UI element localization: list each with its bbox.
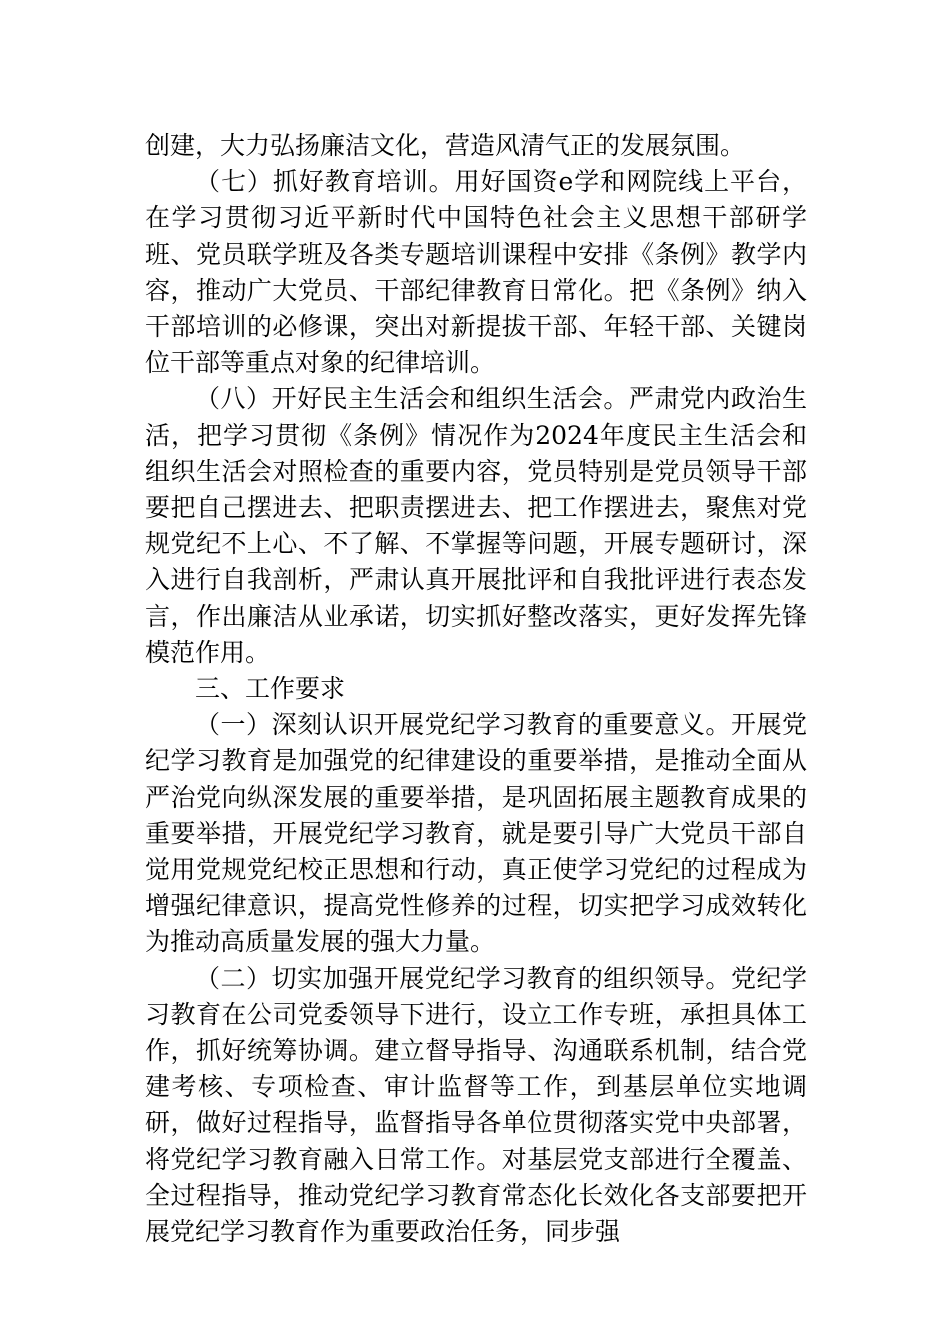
paragraph-education-training: （七）抓好教育培训。用好国资e学和网院线上平台，在学习贯彻习近平新时代中国特色社会主义思想干部研学班、党员联学班及各类专题培训课程中安排《条例》教学内容，推动广大党员、干部纪律教育日常化。把《条例》纳入干部培训的必修课，突出对新提拔干部、年轻干部、关键岗位干部等重点对象的纪律培训。 [145,167,807,378]
document-body [145,128,807,1250]
paragraph-life-meetings: （八）开好民主生活会和组织生活会。严肃党内政治生活，把学习贯彻《条例》情况作为2024年度民主生活会和组织生活会对照检查的重要内容，党员特别是党员领导干部要把自己摆进去、把职责摆进去、把工作摆进去，聚焦对党规党纪不上心、不了解、不掌握等问题，开展专题研讨，深入进行自我剖析，严肃认真开展批评和自我批评进行表态发言，作出廉洁从业承诺，切实抓好整改落实，更好发挥先锋模范作用。 [145,384,807,667]
paragraph-importance: （一）深刻认识开展党纪学习教育的重要意义。开展党纪学习教育是加强党的纪律建设的重要举措，是推动全面从严治党向纵深发展的重要举措，是巩固拓展主题教育成果的重要举措，开展党纪学习教育，就是要引导广大党员干部自觉用党规党纪校正思想和行动，真正使学习党纪的过程成为增强纪律意识，提高党性修养的过程，切实把学习成效转化为推动高质量发展的强大力量。 [145,710,807,957]
paragraph-continuation: 创建，大力弘扬廉洁文化，营造风清气正的发展氛围。 [145,131,746,160]
paragraph-leadership: （二）切实加强开展党纪学习教育的组织领导。党纪学习教育在公司党委领导下进行，设立工作专班，承担具体工作，抓好统筹协调。建立督导指导、沟通联系机制，结合党建考核、专项检查、审计监督等工作，到基层单位实地调研，做好过程指导，监督指导各单位贯彻落实党中央部署，将党纪学习教育融入日常工作。对基层党支部进行全覆盖、全过程指导，推动党纪学习教育常态化长效化各支部要把开展党纪学习教育作为重要政治任务，同步强 [145,963,807,1247]
section-heading-work-requirements: 三、工作要求 [195,674,346,704]
